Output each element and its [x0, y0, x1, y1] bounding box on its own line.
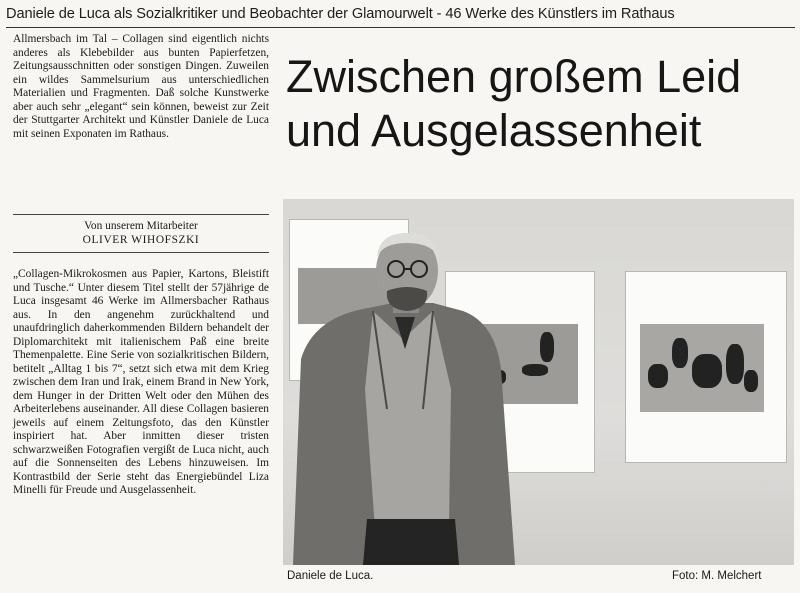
byline-rule-top — [13, 214, 269, 215]
intro-text: Allmersbach im Tal – Collagen sind eigentlich nichts anderes als Klebebilder aus bunten Papierfetzen, Zeitungsausschnitten oder sonstigen Dingen. Zuweilen ein wildes Sammelsurium aus unterschiedlichen Materialien und Fragmenten. Daß solche Kunstwerke aber auch sehr „elegant“ sein können, beweist zur Zeit der Stuttgarter Architekt und Künstler Daniele de Luca mit seinen Exponaten im Rathaus. — [13, 33, 269, 140]
byline-rule-bottom — [13, 252, 269, 253]
headline-line-2: und Ausgelassenheit — [286, 105, 702, 156]
headline — [286, 50, 786, 158]
byline-author: OLIVER WIHOFSZKI — [82, 234, 200, 246]
intro-paragraph — [13, 33, 269, 141]
byline — [13, 219, 269, 247]
body-text: „Collagen-Mikrokosmen aus Papier, Kartons, Bleistift und Tusche.“ Unter diesem Titel stellt der 57jährige de Luca insgesamt 46 Werke im Allmersbacher Rathaus aus. In den angenehm zurückhaltend und unaufdringlich daherkommenden Bildern behandelt der Diplomarchitekt mit italienischem Paß eine breite Themenpalette. Eine Serie von sozialkritischen Bildern, betitelt „Alltag 1 bis 7“, setzt sich etwa mit dem Krieg zwischen dem Iran und Irak, einem Brand in New York, dem Hunger in der Dritten Welt oder den Mühen des Arbeiterlebens auseinander. All diese Collagen basieren jeweils auf einem Zeitungsfoto, das den Künstler inspiriert hat. Aber inmitten dieser tristen schwarzweißen Fotografien vergißt de Luca nicht, auch auf die Sonnenseiten des Lebens hinzuweisen. Im Kontrastbild der Serie steht das Energiebündel Liza Minelli für Freude und Ausgelassenheit. — [13, 268, 269, 496]
byline-prefix: Von unserem Mitarbeiter — [84, 220, 198, 232]
article-photo — [283, 199, 794, 565]
kicker-line: Daniele de Luca als Sozialkritiker und Beobachter der Glamourwelt - 46 Werke des Künstlers im Rathaus — [6, 6, 675, 22]
body-paragraph — [13, 268, 269, 498]
photo-caption: Daniele de Luca. — [287, 570, 374, 582]
photo-credit: Foto: M. Melchert — [672, 570, 762, 582]
portrait-figure — [283, 199, 794, 565]
top-rule — [6, 27, 795, 28]
headline-line-1: Zwischen großem Leid — [286, 51, 742, 102]
